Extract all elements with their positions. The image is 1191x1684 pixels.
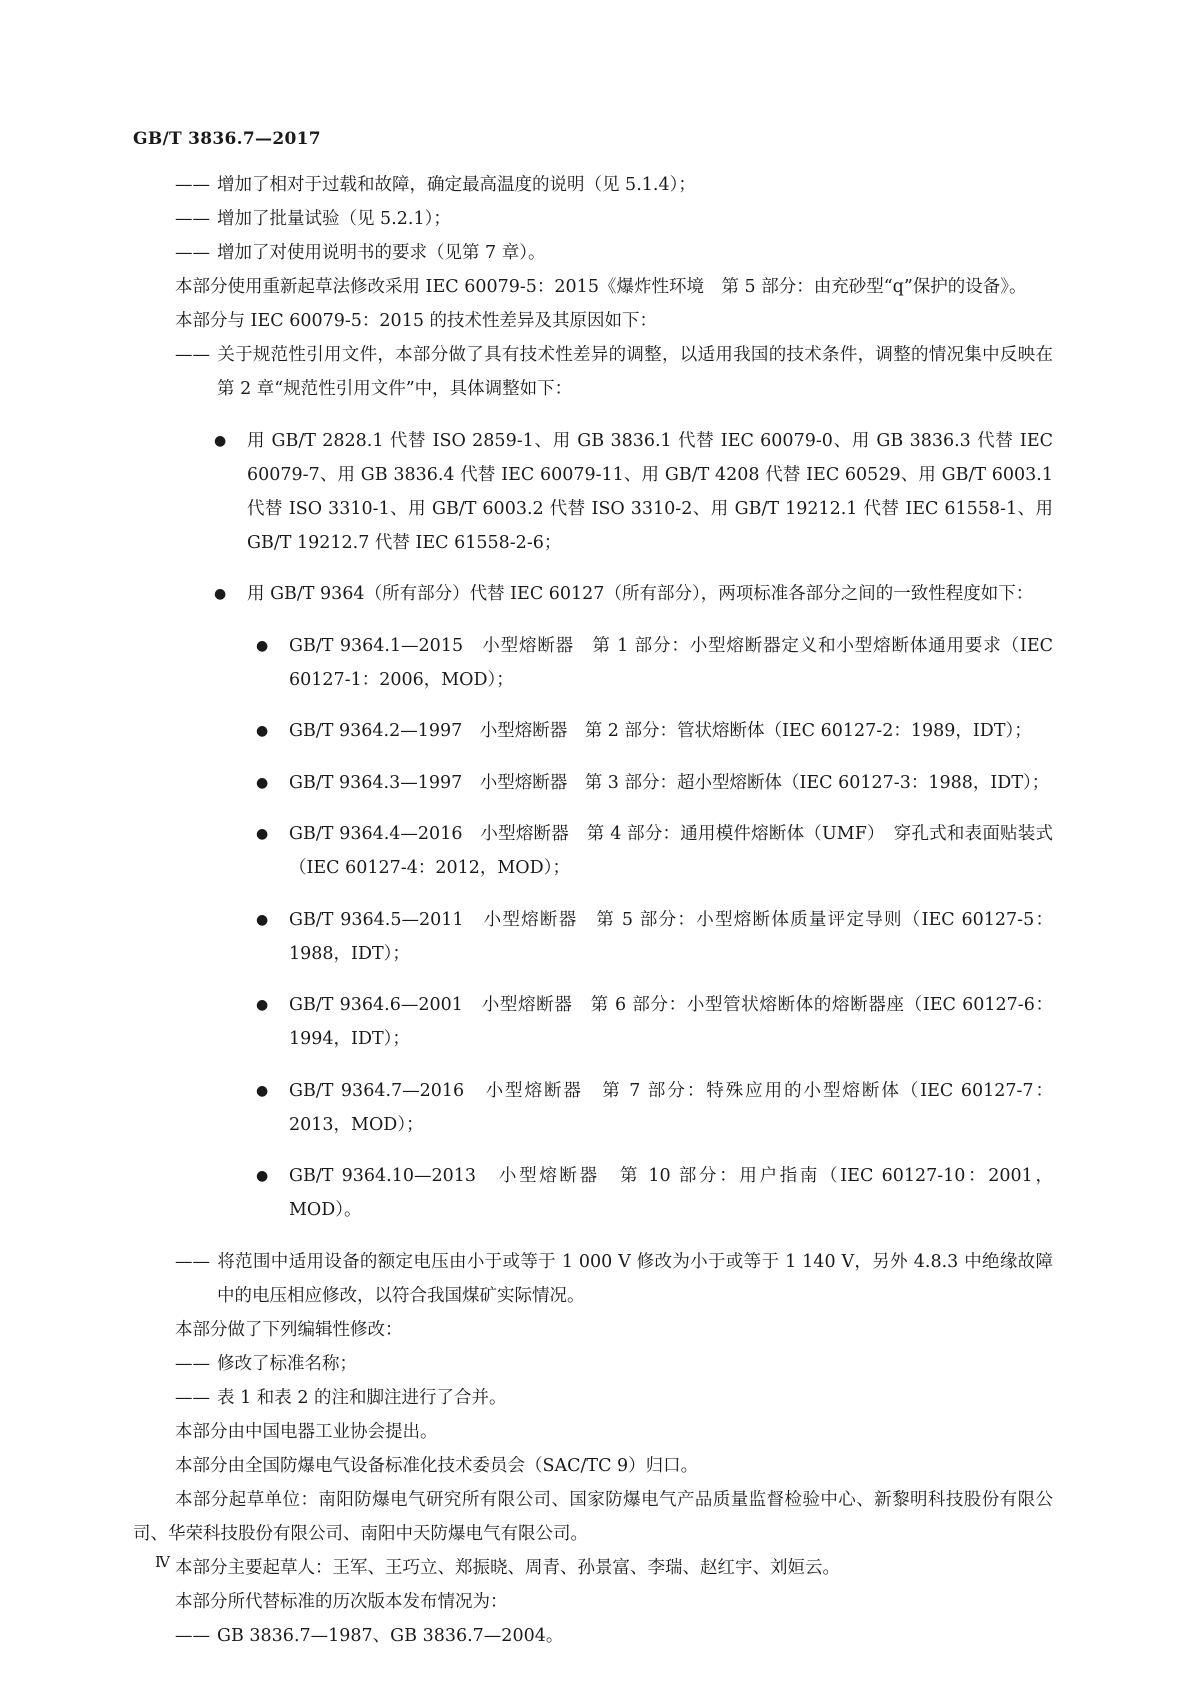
sub-bullet-text: GB/T 9364.6—2001 小型熔断器 第 6 部分：小型管状熔断体的熔断器座（IEC 60127-6：1994，IDT）； <box>289 995 1053 1049</box>
bullet-icon: ● <box>256 1082 269 1099</box>
dash-item <box>175 1245 1053 1313</box>
bullet-icon: ● <box>256 826 269 842</box>
sub-bullet-item <box>256 714 1053 748</box>
paragraph-drafting-units: 本部分起草单位：南阳防爆电气研究所有限公司、国家防爆电气产品质量监督检验中心、新黎明科技股份有限公司、华荣科技股份有限公司、南阳中天防爆电气有限公司。 <box>133 1489 1053 1544</box>
bullet-icon: ● <box>256 1168 269 1184</box>
bullet-icon: ● <box>256 774 269 791</box>
dash-item-text: 增加了对使用说明书的要求（见第 7 章）。 <box>217 243 546 263</box>
bullet-icon: ● <box>214 586 227 602</box>
bullet-item-text: 用 GB/T 9364（所有部分）代替 IEC 60127（所有部分），两项标准各部分之间的一致性程度如下： <box>247 584 1034 604</box>
paragraph-adoption: 本部分使用重新起草法修改采用 IEC 60079-5：2015《爆炸性环境 第 5 部分：由充砂型“q”保护的设备》。 <box>175 277 1027 297</box>
dash-item <box>175 1619 1053 1653</box>
paragraph-committee: 本部分由全国防爆电气设备标准化技术委员会（SAC/TC 9）归口。 <box>175 1455 699 1476</box>
sub-bullet-text: GB/T 9364.5—2011 小型熔断器 第 5 部分：小型熔断体质量评定导则（IEC 60127-5：1988，IDT）； <box>289 909 1053 964</box>
dash-item <box>175 1347 1053 1381</box>
dash-item-text: 表 1 和表 2 的注和脚注进行了合并。 <box>217 1387 507 1408</box>
dash-item-text: 将范围中适用设备的额定电压由小于或等于 1 000 V 修改为小于或等于 1 140 V，另外 4.8.3 中绝缘故障中的电压相应修改，以符合我国煤矿实际情况。 <box>217 1251 1053 1306</box>
sub-bullet-item <box>256 1159 1053 1227</box>
dash-item <box>175 236 1053 270</box>
dash-item-text: 修改了标准名称； <box>217 1353 357 1374</box>
sub-bullet-item <box>256 629 1053 697</box>
dash-item-text: 增加了批量试验（见 5.2.1）； <box>217 209 451 229</box>
dash-mark: —— <box>175 1353 210 1374</box>
sub-bullet-text: GB/T 9364.7—2016 小型熔断器 第 7 部分：特殊应用的小型熔断体（IEC 60127-7：2013，MOD）； <box>289 1080 1053 1135</box>
sub-bullet-text: GB/T 9364.4—2016 小型熔断器 第 4 部分：通用模件熔断体（UMF） 穿孔式和表面贴装式（IEC 60127-4：2012，MOD）； <box>289 824 1053 878</box>
sub-bullet-item <box>256 903 1053 971</box>
sub-bullet-item <box>256 817 1053 885</box>
dash-mark: —— <box>175 1387 210 1408</box>
dash-item <box>175 338 1053 406</box>
dash-mark: —— <box>175 243 210 263</box>
dash-item <box>175 202 1053 236</box>
bullet-item-text: 用 GB/T 2828.1 代替 ISO 2859-1、用 GB 3836.1 代替 IEC 60079-0、用 GB 3836.3 代替 IEC 60079-7、用 GB 3836.4 代替 IEC 60079-11、用 GB/T 4208 代替 IEC 60529、用 GB/T 6003.1 代替 ISO 3310-1、用 GB/T 6003.2 代替 ISO 3310-2、用 GB/T 19212.1 代替 IEC 61558-1、用 GB/T 19212.7 代替 IEC 61558-2-6； <box>247 430 1053 553</box>
bullet-icon: ● <box>214 432 227 449</box>
bullet-item <box>214 424 1053 560</box>
paragraph-editorial: 本部分做了下列编辑性修改： <box>175 1319 403 1340</box>
standard-code-header: GB/T 3836.7—2017 <box>133 129 321 149</box>
bullet-icon: ● <box>256 723 269 739</box>
dash-item <box>175 1381 1053 1415</box>
dash-item-text: 关于规范性引用文件，本部分做了具有技术性差异的调整，以适用我国的技术条件，调整的情况集中反映在第 2 章“规范性引用文件”中，具体调整如下： <box>217 345 1053 399</box>
dash-mark: —— <box>175 1625 210 1646</box>
sub-bullet-item <box>256 1074 1053 1142</box>
bullet-icon: ● <box>256 997 269 1013</box>
dash-item-text: GB 3836.7—1987、GB 3836.7—2004。 <box>217 1625 564 1646</box>
paragraph-differences: 本部分与 IEC 60079-5：2015 的技术性差异及其原因如下： <box>175 311 658 331</box>
sub-bullet-item <box>256 766 1053 800</box>
paragraph-drafters: 本部分主要起草人：王军、王巧立、郑振晓、周青、孙景富、李瑞、赵红宇、刘姮云。 <box>175 1557 840 1578</box>
paragraph-proposer: 本部分由中国电器工业协会提出。 <box>175 1421 438 1442</box>
sub-bullet-text: GB/T 9364.10—2013 小型熔断器 第 10 部分：用户指南（IEC 60127-10：2001，MOD）。 <box>289 1166 1053 1220</box>
sub-bullet-text: GB/T 9364.2—1997 小型熔断器 第 2 部分：管状熔断体（IEC 60127-2：1989，IDT）； <box>289 721 1032 741</box>
bullet-item <box>214 577 1053 611</box>
bullet-icon: ● <box>256 911 269 928</box>
sub-bullet-text: GB/T 9364.3—1997 小型熔断器 第 3 部分：超小型熔断体（IEC 60127-3：1988，IDT）； <box>289 772 1050 793</box>
sub-bullet-item <box>256 988 1053 1056</box>
sub-bullet-text: GB/T 9364.1—2015 小型熔断器 第 1 部分：小型熔断器定义和小型熔断体通用要求（IEC 60127-1：2006，MOD）； <box>289 635 1053 690</box>
dash-mark: —— <box>175 175 210 195</box>
dash-item-text: 增加了相对于过载和故障，确定最高温度的说明（见 5.1.4）； <box>217 175 696 195</box>
dash-mark: —— <box>175 345 210 365</box>
dash-mark: —— <box>175 1251 210 1272</box>
page-number: Ⅳ <box>155 1553 170 1571</box>
foreword-content <box>133 168 1053 1653</box>
bullet-icon: ● <box>256 637 269 654</box>
paragraph-history: 本部分所代替标准的历次版本发布情况为： <box>175 1591 508 1612</box>
dash-item <box>175 168 1053 202</box>
dash-mark: —— <box>175 209 210 229</box>
